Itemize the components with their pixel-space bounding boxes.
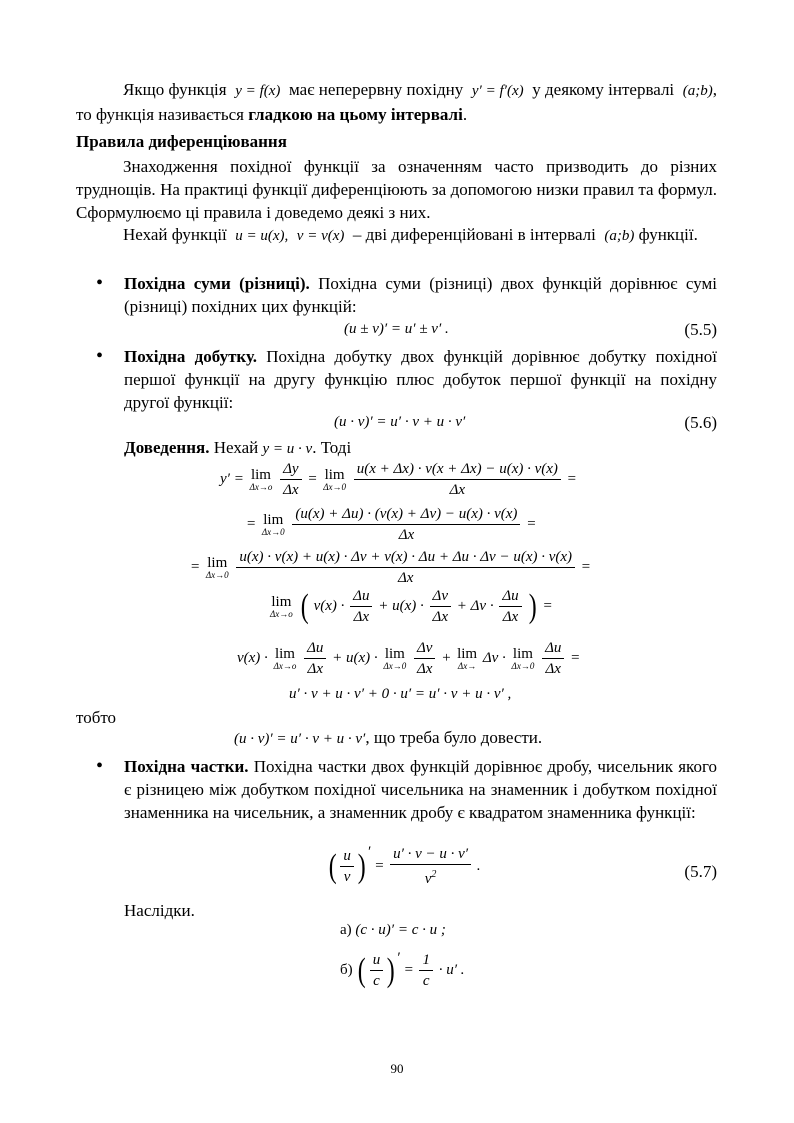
formula-y-fx: y = f(x) [235,83,281,99]
paragraph-smooth-function: Якщо функція y = f(x) має неперервну похідну y′ = f′(x) у деякому інтервалі (a;b), то функція називається гладкою на цьому інтервалі. [76,80,718,124]
formula-y-prime: y′ = f′(x) [471,83,524,99]
rule-quotient-title: Похідна частки. [124,757,249,776]
formula-y-uv: y = u · v [262,441,313,457]
paragraph-intro: Знаходження похідної функції за означенням часто призводить до різних труднощів. На практиці функції диференціюють за допомогою низки правил та формул. Сформулюємо ці правила і доведемо деякі з них. [76,157,717,222]
proof-conclusion: (u · v)′ = u′ · v + u · v′, що треба було довести. [234,728,543,747]
proof-title: Доведення. [124,438,210,457]
corollary-a: а) (c · u)′ = c · u ; [340,922,446,938]
formula-interval: (a;b) [682,83,713,99]
formula-product: (u · v)′ = u′ · v + u · v′ [334,414,466,430]
rule-sum-title: Похідна суми (різниці). [124,274,310,293]
formula-v: v = v(x) [296,228,345,244]
rule-sum-text: Похідна суми (різниці). Похідна суми (різниці) двох функцій дорівнює сумі (різниці) похідних цих функцій: [124,274,717,316]
rule-quotient-text: Похідна частки. Похідна частки двох функцій дорівнює дробу, чисельник якого є різницею між добутком похідної чисельника на знаменник і добутком похідної знаменника на чисельник, а знаменник дробу є квадратом знаменника функції: [124,757,717,822]
equation-number-5-5: (5.5) [684,320,717,339]
formula-u: u = u(x), [235,228,289,244]
proof-line-2: = lim Δx→0 $\frac{(u(x) + \Delta u) \cdot (v(x) + \Delta v) - u(x) \cdot v(x)}{\Delta x}$ = [246,506,537,543]
proof-line-5: v(x) · lim Δx→o $\frac{\Delta u}{\Delta x}$ + u(x) · lim Δx→0 $\frac{\Delta v}{\Delta x}$ + lim Δx→ Δv · lim Δx→0 $\frac{\Delta u}{\Delta x}$ = [237,640,581,677]
bullet-quotient: • [96,755,104,777]
rule-product-title: Похідна добутку. [124,347,258,366]
word-tobto: тобто [76,708,117,727]
corollary-b: б) ( $\frac{u}{c}$ ) ′ = $\frac{1}{c}$ · u′ . [340,950,465,989]
proof-line-6: u′ · v + u · v′ + 0 · u′ = u′ · v + u · v′ , [289,686,512,702]
paragraph-functions: Нехай функції u = u(x), v = v(x) – дві диференційовані в інтервалі (a;b) функції. [123,225,698,244]
proof-intro: Доведення. Нехай y = u · v. Тоді [124,438,352,457]
formula-sum: (u ± v)′ = u′ ± v′ . [344,321,449,337]
term-smooth: гладкою на цьому інтервалі [248,105,463,124]
proof-line-1: y′ = lim Δx→o $\frac{\Delta y}{\Delta x}$ = lim Δx→0 $\frac{u(x + \Delta x) \cdot v(x + \Delta x) - u(x) \cdot v(x)}{\Delta x}$ = [220,461,577,498]
formula-product-conclusion: (u · v)′ = u′ · v + u · v′ [234,731,366,747]
proof-line-4: lim Δx→o ( v(x) · $\frac{\Delta u}{\Delta x}$ + u(x) · $\frac{\Delta v}{\Delta x}$ + Δv · $\frac{\Delta u}{\Delta x}$ ) = [270,587,553,625]
bullet-sum: • [96,272,104,294]
equation-number-5-6: (5.6) [684,413,717,432]
formula-interval-2: (a;b) [604,228,635,244]
bullet-product: • [96,345,104,367]
rule-product-text: Похідна добутку. Похідна добутку двох функцій дорівнює добутку похідної першої функції на другу функцію плюс добуток першої функції на похідну другої функції: [124,347,717,412]
page-number: 90 [390,1061,404,1076]
proof-line-3: = lim Δx→0 $\frac{u(x) \cdot v(x) + u(x) \cdot \Delta v + v(x) \cdot \Delta u + \Delta u \cdot \Delta v - u(x) \cdot v(x)}{\Delta x}$ = [190,549,591,586]
section-heading: Правила диференціювання [76,132,287,151]
formula-quotient: ( $\frac{u}{v}$ ) ′ = $\frac{u' \cdot v - u \cdot v'}{v^2}$ . [328,844,481,887]
corollaries-label: Наслідки. [124,901,195,920]
equation-number-5-7: (5.7) [684,862,717,881]
